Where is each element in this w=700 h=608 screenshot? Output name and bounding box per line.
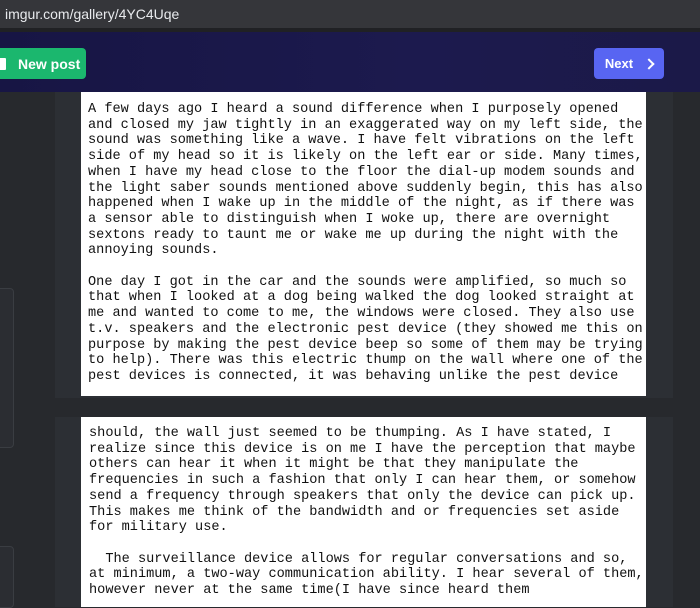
text-line: at minimum, a two-way communication ability. I hear several of them, (89, 567, 644, 583)
text-line: annoying sounds. (88, 243, 219, 259)
sidebar-panel (0, 288, 14, 448)
post-image-2[interactable] (81, 417, 646, 607)
text-line: frequencies in such a fashion that only I can hear them, or somehow (89, 473, 636, 489)
text-line: t.v. speakers and the electronic pest device (they showed me this on (88, 321, 643, 337)
text-line: side of my head so it is likely on the left ear or side. Many times, (88, 149, 643, 165)
sidebar-panel (0, 546, 14, 608)
chevron-right-icon (643, 58, 654, 69)
text-line: send a frequency through speakers that only the device can pick up. (89, 488, 636, 504)
text-line: One day I got in the car and the sounds were amplified, so much so (88, 274, 627, 290)
text-line: when I have my head close to the floor the dial-up modem sounds and (88, 164, 635, 180)
text-line: A few days ago I heard a sound difference when I purposely opened (88, 102, 619, 117)
text-line: pest devices is connected, it was behaving unlike the pest device (88, 368, 619, 384)
text-line (88, 259, 646, 275)
text-line: others can hear it when it might be that they manipulate the (89, 457, 579, 473)
text-line: purpose by making the pest device beep so some of them may be trying (88, 337, 643, 353)
text-line: should, the wall just seemed to be thumping. As I have stated, I (89, 426, 612, 441)
text-line: that when I looked at a dog being walked the dog looked straight at (88, 290, 635, 306)
plus-icon (0, 58, 6, 70)
next-label: Next (604, 56, 634, 71)
text-line: happened when I wake up in the middle of the night, as if there was (88, 196, 635, 212)
text-line: me and wanted to come to me, the windows were closed. They also use (88, 306, 635, 322)
text-line: realize since this device is on me I have the perception that maybe (89, 441, 636, 457)
text-line: for military use. (89, 520, 228, 536)
new-post-label: New post (18, 55, 81, 72)
post-image-1[interactable] (81, 92, 646, 396)
text-line: This makes me think of the bandwidth and or frequencies set aside (89, 504, 620, 520)
text-line: The surveillance device allows for regular conversations and so, (89, 551, 628, 567)
text-line: a sensor able to distinguish when I woke up, there are overnight (88, 211, 611, 227)
text-line: sextons ready to taunt me or wake me up during the night with the (88, 227, 619, 243)
text-line (89, 536, 646, 552)
site-header (0, 32, 700, 92)
next-button[interactable] (594, 48, 664, 79)
new-post-button[interactable] (0, 48, 86, 79)
text-line: the light saber sounds mentioned above suddenly begin, this has also (88, 180, 643, 196)
text-line: to help). There was this electric thump on the wall where one of the (88, 353, 643, 369)
text-line: however never at the same time(I have since heard them (89, 583, 530, 599)
text-line: and closed my jaw tightly in an exaggerated way on my left side, the (88, 117, 643, 133)
address-bar[interactable] (0, 0, 700, 28)
text-line: sound was something like a wave. I have felt vibrations on the left (88, 133, 635, 149)
url-text: imgur.com/gallery/4YC4Uqe (5, 6, 180, 22)
